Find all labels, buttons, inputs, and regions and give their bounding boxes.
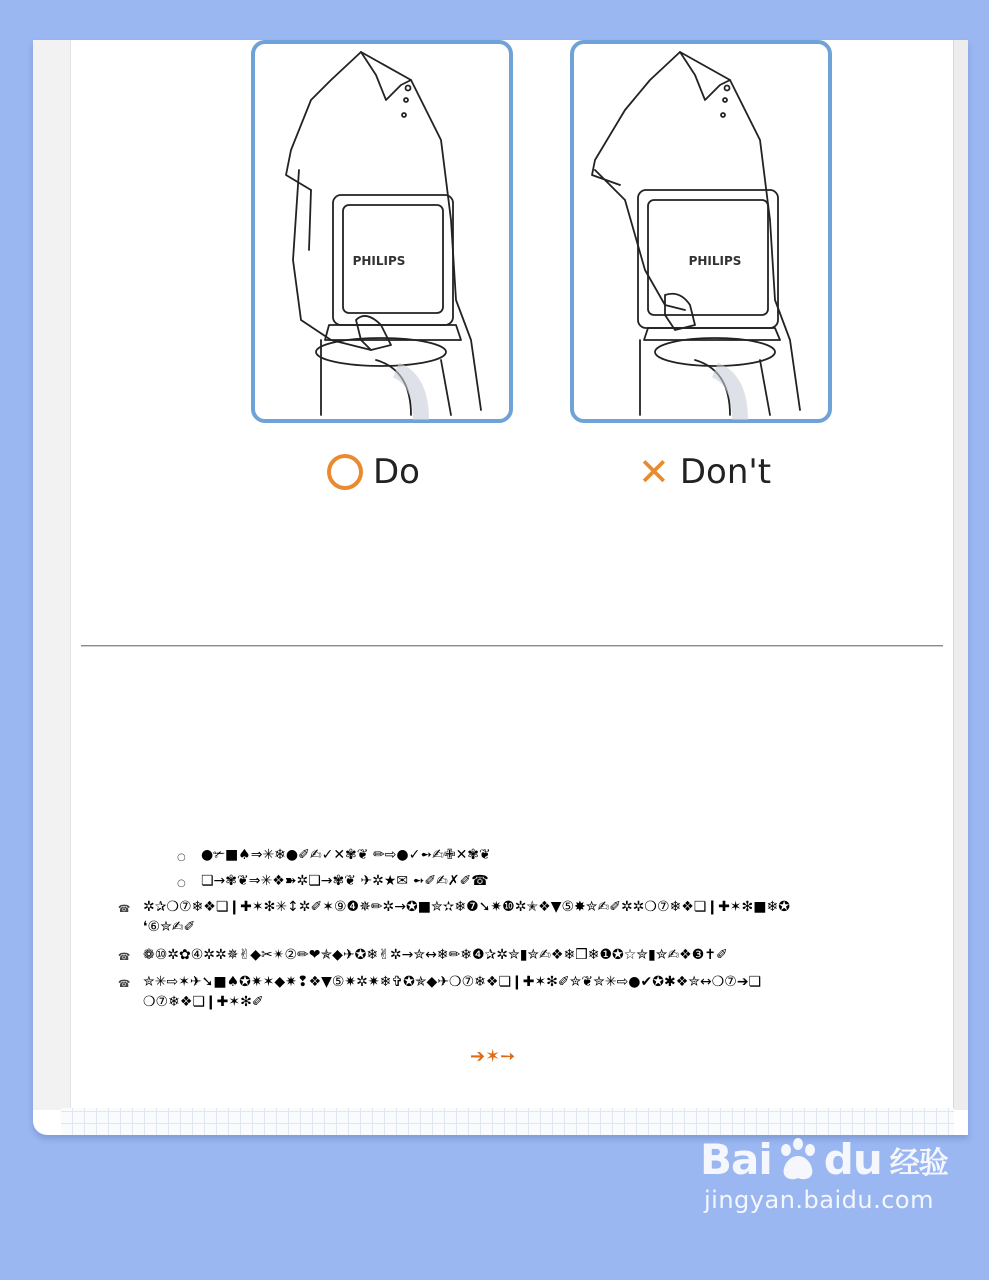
page-footer-grid <box>61 1108 954 1135</box>
list-item-text-continued: ❍⑦❄❖❏❙✚✶✻✐ <box>143 994 264 1010</box>
list-subitem-text: ❏→✾❦⇒✳❖➽✲❏→✾❦ ✈✲★✉ ➻✐✍✗✐☎ <box>201 873 489 889</box>
circle-icon <box>327 454 363 490</box>
baidu-logo-left: Bai <box>700 1135 772 1184</box>
do-monitor-brand: PHILIPS <box>352 254 406 268</box>
do-caption-label: Do <box>373 452 420 492</box>
bullet-icon: ○ <box>177 878 186 889</box>
list-item <box>118 972 968 1012</box>
baidu-logo <box>700 1135 948 1184</box>
list-item-text: ❁⑩✲✿④✲✲✵✌◆✂✴②✏❤✯◆✈✪❄✌✲→✮↔❄✏❄❹✰✲✮▮✮✍❖❄❒❄❶✪☆✮▮✮✍❖❸✝✐ <box>143 947 728 963</box>
baidu-logo-cn: 经验 <box>889 1145 948 1181</box>
paw-icon <box>774 1136 822 1184</box>
dont-illustration-image <box>570 40 832 423</box>
watermark-url: jingyan.baidu.com <box>704 1186 934 1214</box>
bullet-icon: ○ <box>177 852 186 863</box>
list-item-text: ✲✰❍⑦❄❖❏❙✚✶✻✳↕✲✐✶⑨❹✵✏✲→✪■✮✫❄❼➘✷❿✲✭❖▼⑤✸✮✍✐✲✲❍⑦❄❖❏❙✚✶✻■❄✪ <box>143 899 790 915</box>
phone-bullet-icon: ☎ <box>118 979 131 990</box>
list-subitem-text: ●✃■♠⇒✳❄●✐✍✓✕✾❦ ✏⇨●✓➻✍✙✕✾❦ <box>201 847 491 863</box>
list-item <box>118 897 968 937</box>
do-illustration-image <box>251 40 513 423</box>
baidu-logo-right: du <box>823 1135 882 1184</box>
cross-icon: ✕ <box>638 450 670 494</box>
dont-caption-label: Don't <box>679 452 772 492</box>
phone-bullet-icon: ☎ <box>118 904 131 915</box>
list-item-text: ✮✳⇨✶✈➘■♠✪✷✶◆✷❢❖▼⑤✷✲✷❄✞✪✯◆✈❍⑦❄❖❏❙✚✶✻✐✮❦✮✳⇨●✔✪✱❖✮↔❍⑦➔❏ <box>143 974 762 990</box>
do-illustration <box>251 40 513 423</box>
horizontal-divider <box>81 645 943 647</box>
baidu-watermark <box>700 1135 948 1214</box>
dont-monitor-brand: PHILIPS <box>688 254 742 268</box>
next-page-arrow[interactable]: ➔✶➙ <box>470 1046 516 1067</box>
list-item <box>118 945 968 965</box>
do-caption <box>327 452 420 492</box>
document-page <box>33 40 968 1135</box>
list-item-text-continued: ❛⑥✮✍✐ <box>143 919 196 935</box>
phone-bullet-icon: ☎ <box>118 952 131 963</box>
dont-caption <box>638 452 771 492</box>
left-margin-strip <box>33 40 71 1110</box>
dont-illustration <box>570 40 832 423</box>
